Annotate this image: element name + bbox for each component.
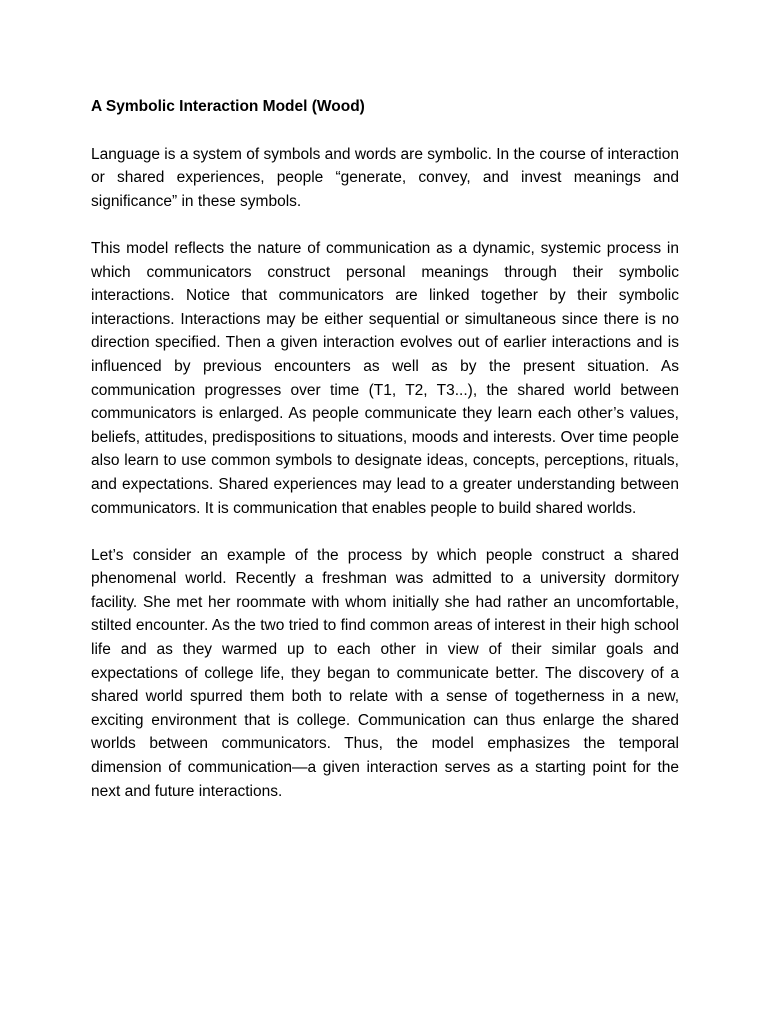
paragraph-example: Let’s consider an example of the process by which people construct a shared phenomenal world. Recently a freshman was admitted to a university dormitory facility. She met her roommate with whom initially she had rather an uncomfortable, stilted encounter. As the two tried to find common areas of interest in their high school life and as they warmed up to each other in view of their similar goals and expectations of college life, they began to communicate better. The discovery of a shared world spurred them both to relate with a sense of togetherness in a new, exciting environment that is college. Communication can thus enlarge the shared worlds between communicators. Thus, the model emphasizes the temporal dimension of communication—a given interaction serves as a starting point for the next and future interactions. bbox=[91, 546, 679, 800]
paragraph-model: This model reflects the nature of communication as a dynamic, systemic process in which communicators construct personal meanings through their symbolic interactions. Notice that communicators are linked together by their symbolic interactions. Interactions may be either sequential or simultaneous since there is no direction specified. Then a given interaction evolves out of earlier interactions and is influenced by previous encounters as well as by the present situation. As communication progresses over time (T1, T2, T3...), the shared world between communicators is enlarged. As people communicate they learn each other’s values, beliefs, attitudes, predispositions to situations, moods and interests. Over time people also learn to use common symbols to designate ideas, concepts, perceptions, rituals, and expectations. Shared experiences may lead to a greater understanding between communicators. It is communication that enables people to build shared worlds. bbox=[91, 239, 679, 517]
document-page bbox=[91, 95, 679, 827]
paragraph-language: Language is a system of symbols and words are symbolic. In the course of interaction or shared experiences, people “generate, convey, and invest meanings and significance” in these symbols. bbox=[91, 145, 679, 210]
document-title: A Symbolic Interaction Model (Wood) bbox=[91, 98, 365, 115]
